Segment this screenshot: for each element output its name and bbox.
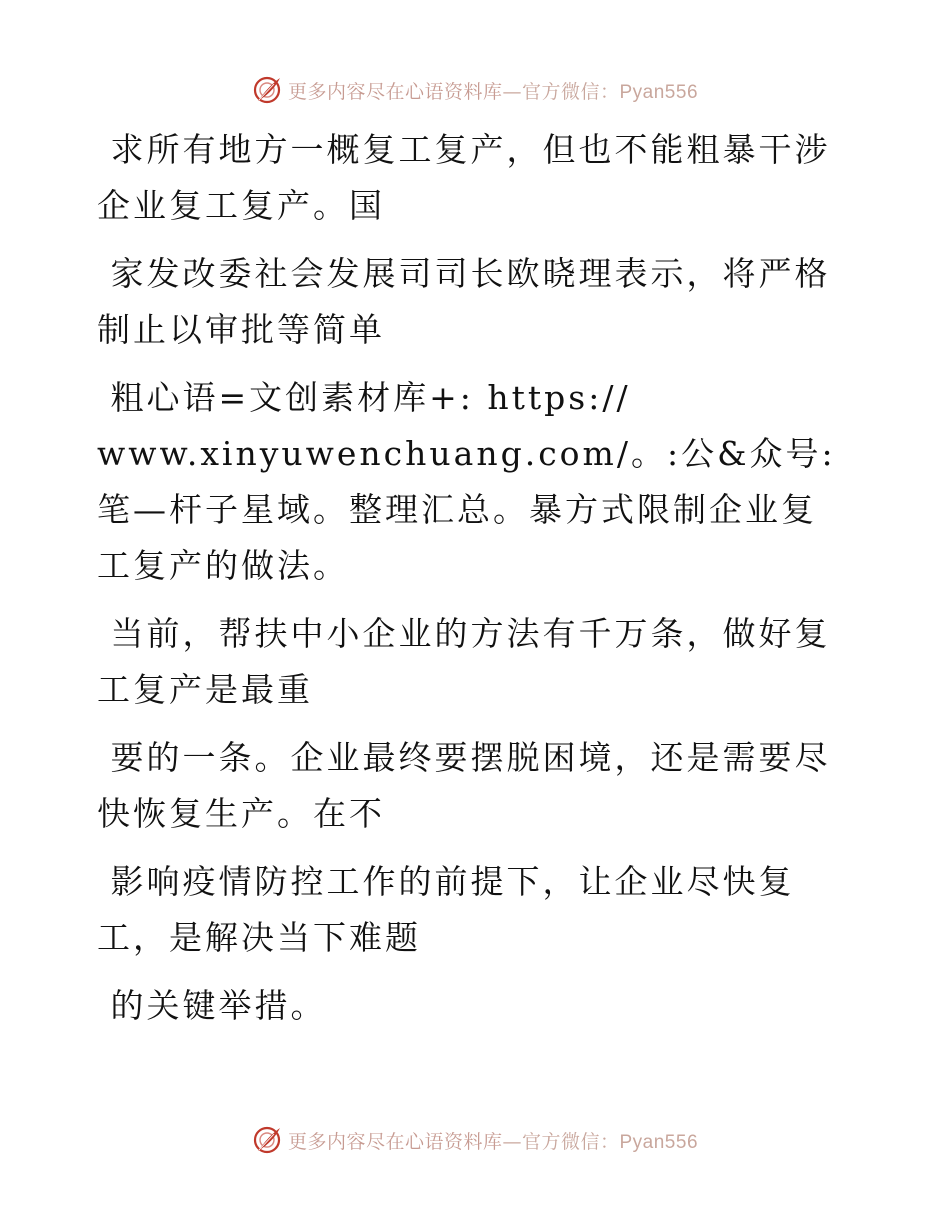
footer-separator: —: [502, 1130, 522, 1153]
footer-official-text: 官方微信：: [521, 1130, 620, 1153]
footer-banner: [0, 1120, 950, 1160]
paragraph-3: 粗心语=文创素材库+: https:// www.xinyuwenchuang.com/。:公&众号: 笔—杆子星域。整理汇总。暴方式限制企业复工复产的做法。: [97, 378, 836, 585]
paragraph-2: 家发改委社会发展司司长欧晓理表示，将严格制止以审批等简单: [97, 254, 831, 349]
header-handle: Pyan556: [619, 81, 699, 103]
paragraph-5: 要的一条。企业最终要摆脱困境，还是需要尽快恢复生产。在不: [97, 738, 831, 833]
header-brand-text: 更多内容尽在心语资料库: [287, 80, 503, 103]
footer-text: [288, 1127, 698, 1154]
paragraph-7: 的关键举措。: [97, 986, 327, 1025]
document-body: [97, 122, 837, 1046]
header-text: [288, 77, 698, 104]
header-separator: —: [502, 80, 522, 103]
feather-logo-icon: [252, 75, 282, 105]
feather-logo-icon: [252, 1125, 282, 1155]
footer-handle: Pyan556: [619, 1131, 699, 1153]
header-official-text: 官方微信：: [521, 80, 620, 103]
paragraph-6: 影响疫情防控工作的前提下，让企业尽快复工，是解决当下难题: [97, 862, 795, 957]
footer-brand-text: 更多内容尽在心语资料库: [287, 1130, 503, 1153]
paragraph-4: 当前，帮扶中小企业的方法有千万条，做好复工复产是最重: [97, 614, 831, 709]
header-banner: [0, 70, 950, 110]
paragraph-1: 求所有地方一概复工复产，但也不能粗暴干涉企业复工复产。国: [97, 130, 831, 225]
